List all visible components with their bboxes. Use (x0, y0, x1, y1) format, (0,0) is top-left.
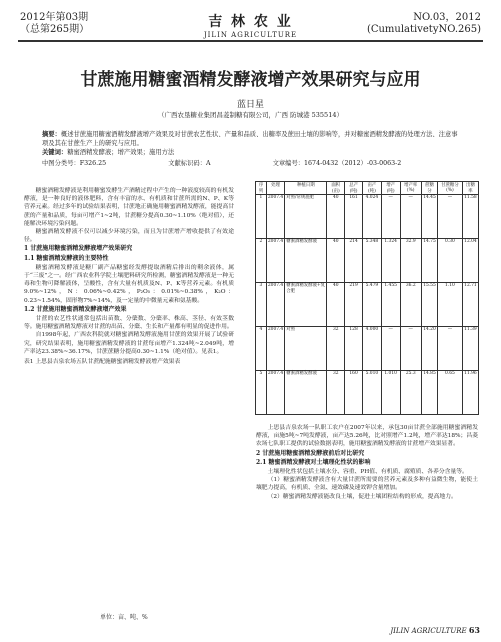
article-title: 甘蔗施用糖蜜酒精发酵液增产效果研究与应用 (80, 70, 421, 90)
table-cell: 12.04 (462, 239, 478, 283)
table-header-cell: 亩产(吨) (363, 182, 382, 195)
table-cell: 2 (256, 239, 267, 283)
doc-code: 文献标识码：A (168, 160, 211, 167)
table-cell: 3 (256, 283, 267, 327)
keywords-text: 糖蜜酒精发酵液；增产效果；施用方法 (67, 149, 175, 156)
article-no: 文章编号：1674-0432（2012）-03-0063-2 (272, 160, 402, 167)
table-header-cell: 面积(亩) (327, 182, 345, 195)
table-cell: 2007.4 (266, 239, 284, 283)
subsection-heading: 2.1 糖蜜酒精发酵液对土壤理化性状的影响 (256, 458, 371, 466)
left-column (24, 187, 234, 366)
table-header-cell: 总产(吨) (345, 182, 363, 195)
abstract-block (42, 130, 462, 157)
table-cell: 1.010 (381, 371, 400, 415)
total-issue: （总第265期） (20, 24, 90, 35)
footer-journal: JILIN AGRICULTURE (390, 627, 467, 635)
table-cell: 12.71 (462, 283, 478, 327)
para: 上思县吉泉农场一队职工农户在2007年以来，承包30亩甘蔗全部施用糖蜜酒精发酵液，亩施5吨~7吨发酵液，亩产达5.26吨，比对照增产1.2吨，增产率达18%；昌菱农场七队职工提供的试验数据表明，施用糖蜜酒精发酵液的甘蔗增产效果显著。 (256, 425, 478, 448)
table-cell: 0.30 (438, 239, 463, 283)
table-cell: 4.024 (363, 195, 382, 239)
table-cell: 5 (256, 371, 267, 415)
table-cell: 2007.4 (266, 371, 284, 415)
table-cell: 1.10 (438, 283, 463, 327)
table-cell: 5.348 (363, 239, 382, 283)
table-cell: 214 (345, 239, 363, 283)
table-cell: 40 (327, 239, 345, 283)
data-table (255, 181, 479, 415)
table-cell: 1 (256, 195, 267, 239)
meta-line (42, 158, 462, 167)
table-cell: 14.20 (421, 327, 437, 371)
table-cell: 11.39 (462, 327, 478, 371)
journal-cn: 吉 林 农 业 (208, 14, 293, 30)
table-row (256, 239, 479, 283)
table-header-cell: 序列 (256, 182, 267, 195)
para: 糖蜜酒精发酵液是糖厂副产品糖蜜经发酵提取酒精后排出的剩余液体，属于“三废”之一。经广西农业科学院土壤肥料研究所检测，糖蜜酒精发酵液是一种无毒和生物可降解液体，呈酸性，含有大量有机质及N、P、K等营养元素。有机质9.0%~12%，N：0.06%~0.42%，P₂O₅：0.01%~0.38%，K₂O：0.23~1.54%，固形物7%~14%，及一定量的中微量元素和氨基酸。 (24, 264, 234, 304)
clc: 中图分类号：F326.25 (42, 160, 107, 167)
table-cell: 4.000 (363, 327, 382, 371)
subsection-heading: 1.1 糖蜜酒精发酵液的主要特性 (24, 254, 109, 262)
table-cell: 32 (327, 371, 345, 415)
header-rule (18, 40, 483, 42)
table-cell: 40 (327, 283, 345, 327)
table-cell: 32.9 (400, 239, 421, 283)
no-label: NO.03，2012 (413, 12, 481, 23)
table-cell: 2007.4 (266, 327, 284, 371)
abstract-label: 摘要： (42, 131, 61, 138)
table-body (256, 195, 479, 415)
keywords-label: 关键词： (42, 149, 68, 156)
table-cell: 160 (345, 371, 363, 415)
table-cell: 对照 (285, 327, 327, 371)
table-header-cell: 增产率(%) (400, 182, 421, 195)
page-header (0, 6, 501, 42)
table-cell: — (438, 327, 463, 371)
table-cell: 32 (327, 327, 345, 371)
table-header-cell: 甘蔗糖分(%) (438, 182, 463, 195)
table-cell: 11.58 (462, 195, 478, 239)
abstract-text: 概述甘蔗施用糖蜜酒精发酵液增产效果及对甘蔗农艺性状、产量和品质、出糖率及蔗田土壤的影响等，并对糖蜜酒精发酵液的处理方法、注意事项及其在甘蔗生产上的研究与应用。 (42, 131, 458, 147)
para: 糖蜜酒精发酵液是利用糖蜜发酵生产酒精过程中产生的一种液度较高的有机发酵液，是一种良好的液体肥料，含有丰富的水、有机质和甘蔗所需的N、P、K等营养元素。经过多年的试验结果表明，甘蔗地正确施用糖蜜酒精发酵液，能提高甘蔗的产量和品质，每亩可增产1~2吨，甘蔗糖分提高0.30~1.10%（绝对值），还能解决环境污染问题。 (24, 188, 234, 227)
table-cell: — (400, 195, 421, 239)
section-heading: 2 甘蔗施用糖蜜酒精发酵液前后对比研究 (256, 449, 365, 457)
table-cell: 11.96 (462, 371, 478, 415)
table-cell: 糖蜜酒精发酵液 (285, 239, 327, 283)
year-issue: 2012年第03期 (20, 12, 89, 23)
para: （1）糖蜜酒精发酵液含有大量甘蔗所需要的营养元素及多种有益微生物，能使土壤肥力提高，有机质、全氮、速效磷及速效钾含量增加。 (256, 477, 478, 492)
table-cell: 219 (345, 283, 363, 327)
author: 蓝日星 (236, 100, 264, 110)
table-row (256, 371, 479, 415)
table-cell: 25.3 (400, 371, 421, 415)
table-cell: — (400, 327, 421, 371)
table-header-cell: 蔗糖分 (421, 182, 437, 195)
page-number: 63 (468, 625, 480, 635)
table-cell: 2007.4 (266, 195, 284, 239)
para: 土壤理化性状包括土壤水分、容重、PH值、有机质、腐殖质、各养分含量等。 (267, 469, 468, 476)
table-cell: 0.65 (438, 371, 463, 415)
table-cell: — (381, 327, 400, 371)
table-cell: 15.55 (421, 283, 437, 327)
table-cell: 14.85 (421, 371, 437, 415)
table-row (256, 283, 479, 327)
table-cell: 5.010 (363, 371, 382, 415)
table-caption: 表1 上思县吉泉农场五队甘蔗配施糖蜜酒精发酵液增产效果表 (24, 359, 181, 366)
table-cell: 1.324 (381, 239, 400, 283)
table-cell: 161 (345, 195, 363, 239)
table-cell: 4 (256, 327, 267, 371)
table-cell: 对照/常规施肥 (285, 195, 327, 239)
table-cell: 40 (327, 195, 345, 239)
table-cell: 5.479 (363, 283, 382, 327)
page-footer (0, 625, 480, 635)
table-cell: — (438, 195, 463, 239)
para: 甘蔗的农艺性状通常包括出苗数、分蘖数、分蘖率、株高、茎径、有效茎数等。施用糖蜜酒精发酵液对甘蔗的出苗、分蘖、生长和产量都有明显的促进作用。 (24, 316, 234, 331)
table-cell: 糖蜜酒精发酵液+复合肥 (285, 283, 327, 327)
table-header-cell: 出糖率 (462, 182, 478, 195)
issue-no (367, 12, 481, 36)
table-cell: 14.45 (421, 195, 437, 239)
subsection-heading: 1.2 甘蔗施用糖蜜酒精发酵液增产效果 (24, 305, 127, 313)
table-cell: 1.455 (381, 283, 400, 327)
table-header-cell: 处理 (266, 182, 284, 195)
table-cell: 2007.4 (266, 283, 284, 327)
table-cell: 14.75 (421, 239, 437, 283)
table-header-row (256, 182, 479, 195)
affiliation: （广西农垦糖业集团昌菱制糖有限公司，广西 防城港 535514） (158, 111, 343, 119)
table-cell: 糖蜜酒精发酵液 (285, 371, 327, 415)
table-header-cell: 增产(吨) (381, 182, 400, 195)
table-row (256, 195, 479, 239)
para: 自1998年起，广西农科院就对糖蜜酒精发酵液施用甘蔗的效果开展了试验研究，研究结果表明，施用糖蜜酒精发酵液的甘蔗每亩增产1.324吨~2.049吨，增产率达23.38%~36.17%，甘蔗蔗糖分提高0.30~1.1%（绝对值）。见表1。 (24, 332, 234, 355)
para: 糖蜜酒精发酵液不仅可以减少环境污染，而且为甘蔗增产增收提供了有效途径。 (24, 229, 234, 244)
table-row (256, 327, 479, 371)
journal-en: JILIN AGRICULTURE (203, 31, 298, 39)
para: （2）糖蜜酒精发酵液能改良土壤，促进土壤团粒结构的形成，提高地力。 (267, 493, 457, 500)
section-heading: 1 甘蔗施用糖蜜酒精发酵液增产效果研究 (24, 245, 133, 253)
table-cell: — (381, 195, 400, 239)
cumulative-label: (CumulativetyNO.265) (366, 24, 481, 35)
table-header-cell: 种植日期 (285, 182, 327, 195)
table-cell: 128 (345, 327, 363, 371)
right-column (256, 424, 478, 501)
table-unit: 单位：亩、吨、% (100, 614, 148, 621)
table-cell: 36.2 (400, 283, 421, 327)
